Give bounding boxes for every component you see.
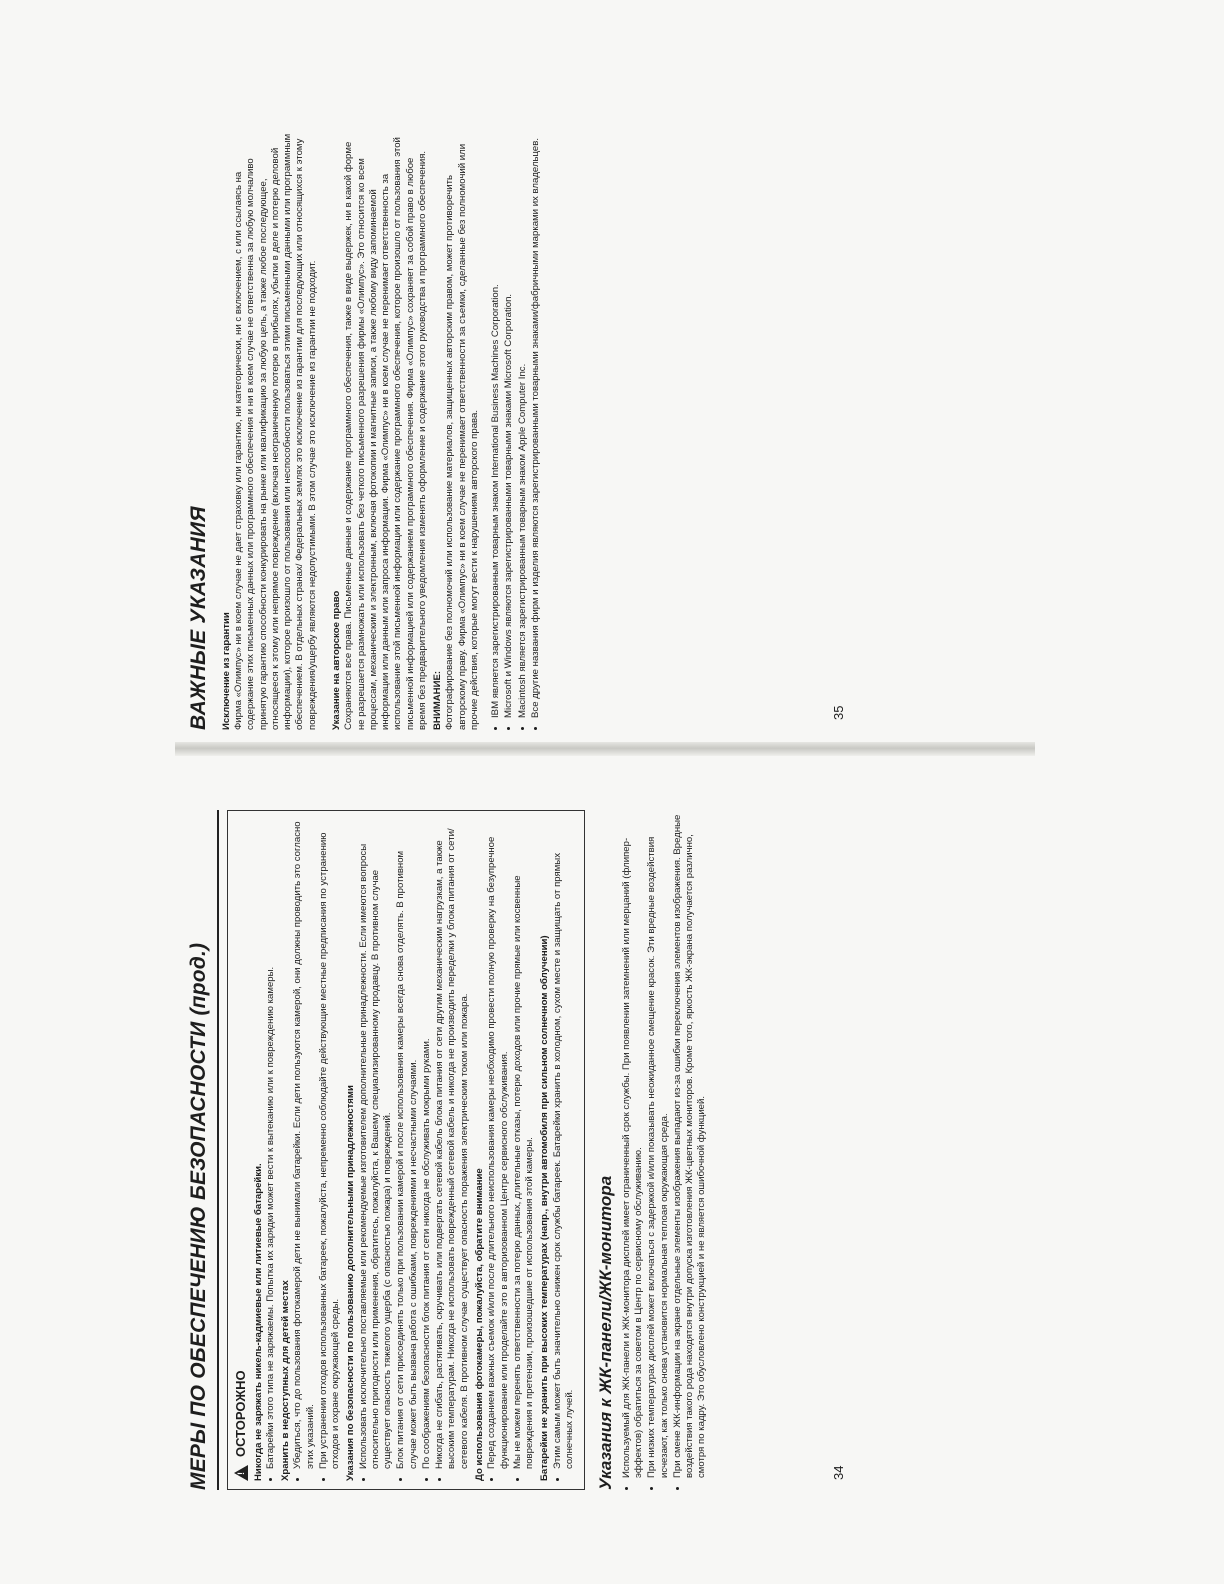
list-item: • Мы не можем перенять ответственности за потерю данных, длительные отказы, потерю доходов или прочие прямые или косвенные повреждения и претензии, произошедшие от использования этой камеры. <box>512 819 537 1469</box>
caution-heading <box>233 819 250 1481</box>
bullet-list <box>486 819 536 1481</box>
list-item: • При устранении отходов использованных батареек, пожалуйста, непременно соблюдайте действующие местные предписания по устранению отходов и охране окружающей среды. <box>318 819 343 1469</box>
bullet-list <box>358 819 471 1481</box>
warranty-heading: Исключение из гарантии <box>220 612 232 730</box>
subheading: До использования фотокамеры, пожалуйста, обратите внимание <box>474 1168 486 1481</box>
list-item: • IBM является зарегистрированным товарным знаком International Business Machines Corporation. <box>490 130 502 718</box>
bullet-list <box>621 810 709 1490</box>
subheading: Хранить в недоступных для детей местах <box>280 1280 292 1481</box>
page-title: ВАЖНЫЕ УКАЗАНИЯ <box>187 506 210 730</box>
list-item: • Перед созданием важных съемок и/или после длительного неиспользования камеры необходимо провести полную проверку на безупречное функционирование или проделайте это в авторизованном Центре сервисного обслуживания. <box>486 819 511 1469</box>
warranty-text: Фирма «Олимпус» ни в коем случае не дает страховку или гарантию, ни категорически, ни с включением, с или ссылаясь на содержание этих письменных данных или программного обеспечения и ни в коем случае не ответственна за любую молчаливо принятую гарантию способности конкурировать на рынке или квалификацию за любую цель, а также любое последующее, относящееся к этому или непрямое повреждение (включая неограниченную потерю в прибылях, убытки в деле и потерю деловой информации), которое произошло от пользования или неспособности пользоваться этими письменными данными или программным обеспечением. В отдельных странах/ Федеральных землях это исключение из гарантии для последующих или относящихся к этому повреждения/ущербу являются недопустимыми. В этом случае это исключение из гарантии не подходит. <box>233 133 318 730</box>
page-number: 35 <box>831 705 847 720</box>
title-rule <box>217 810 219 1490</box>
list-item: • Microsoft и Windows являются зарегистрированными товарными знаками Microsoft Corporation. <box>503 130 515 718</box>
trademark-list <box>490 130 542 730</box>
copyright-heading: Указание на авторское право <box>331 590 342 730</box>
page-title: МЕРЫ ПО ОБЕСПЕЧЕНИЮ БЕЗОПАСНОСТИ (прод.) <box>187 942 210 1490</box>
page-number: 34 <box>831 1465 847 1480</box>
subheading: Указания по безопасности по пользованию дополнительными принадлежностями <box>345 1085 357 1481</box>
lcd-section-title: Указания к ЖК-панели/ЖК-монитора <box>596 1175 616 1490</box>
list-item: • Используемый для ЖК-панели и ЖК-монитора дисплей имеет ограниченный срок службы. При появлении затемнений или мерцаний (флипер-эффектов) обратиться за советом в Центр по сервисному обслуживанию. <box>621 810 646 1478</box>
attention-heading: ВНИМАНИЕ: <box>432 670 444 730</box>
list-item: • Убедиться, что до пользования фотокамерой дети не вынимали батарейки. Если дети пользуются камерой, они должны проводить это согласно этих указаний. <box>292 819 317 1469</box>
copyright-text: Сохраняются все права. Письменные данные и содержание программного обеспечения, также в виде выдержек, ни в какой форме не разрешается размножать или использовать без четкого письменного разрешения фирмы «Олимпус». Это относится ко всем процессам, механическим и электронным, включая фотокопии и магнитные записи, а также любому виду запоминаемой информации или данным или запроса информации. Фирма «Олимпус» ни в коем случае не перенимает ответственность за использование этой письменной информации или содержание программного обеспечения, которое произошло от пользования этой письменной информацией или содержанием программного обеспечения. Фирма «Олимпус» сохраняет за собой право в любое время без предварительного уведомления изменять оформление и содержание этого руководства и программного обеспечения. <box>343 137 428 730</box>
spread-fold-shadow <box>175 742 1035 756</box>
list-item: • По соображениям безопасности блок питания от сети никогда не обслуживать мокрыми руками. <box>421 819 433 1469</box>
caution-box <box>227 810 585 1490</box>
list-item: • Этим самым может быть значительно снижен срок службы батареек. Батарейки хранить в холодном, сухом месте и защищать от прямых солнечных лучей. <box>552 819 577 1469</box>
subheading: Никогда не заряжать никель-кадмиевые или литиевые батарейки. <box>252 1163 264 1481</box>
bullet-list <box>265 819 277 1481</box>
bullet-list <box>292 819 342 1481</box>
list-item: • Использовать исключительно поставляемые или рекомендуемые изготовителем дополнительные принадлежности. Если имеются вопросы относительно пригодности или применения, обратитесь, пожалуйста, к Вашему специализированному продавцу. В противном случае существует опасность тяжелого ущерба (с опасностью пожара) и повреждений. <box>358 819 395 1469</box>
page-35 <box>180 120 860 740</box>
list-item: • Батарейки этого типа не заряжаемы. Попытка их зарядки может вести к вытеканию или к повреждению камеры. <box>265 819 277 1469</box>
list-item: • Никогда не сгибать, растягивать, скручивать или подвергать сетевой кабель блока питания от сети другим механическим нагрузкам, а также высоким температурам. Никогда не использовать поврежденный сетевой кабель и никогда не производить переделки у блока питания от сети/сетевого кабеля. В противном случае существует опасность поражения электрическим током или пожара. <box>434 819 471 1469</box>
attention-text: Фотографирование без полномочий или использование материалов, защищенных авторским правом, может противоречить авторскому праву. Фирма «Олимпус» ни в коем случае не перенимает ответственности за съемки, сделанные без полномочий или прочие действия, которые могут вести к нарушениям авторского права. <box>444 143 480 730</box>
list-item: • Macintosh является зарегистрированным товарным знаком Apple Computer Inc. <box>517 130 529 718</box>
warning-triangle-icon <box>234 1465 248 1481</box>
page-34 <box>180 800 860 1500</box>
list-item: • Блок питания от сети присоединять только при пользовании камерой и после использования камеры всегда снова отделять. В противном случае может быть вызвана работа с ошибками, повреждениями и несчастными случаями. <box>395 819 420 1469</box>
list-item: • При низких температурах дисплей может включаться с задержкой и/или показывать неожиданное смещение красок. Эти вредные воздействия исчезают, как только снова установится нормальная теплоая окружающая среда. <box>646 810 671 1478</box>
list-item: • При смене ЖК-информации на экране отдельные элементы изображения выпадают из-за ошибки переключения элементов изображения. Вредные воздействия такого рода находятся внутри допуска изготовления ЖК-цветных мониторов. Кроме того, яркость ЖК-экрана получается различно, смотря по кадру. Это обусловлено конструкцией и не является ошибочной функцией. <box>672 810 709 1478</box>
bullet-list <box>552 819 577 1481</box>
list-item: • Все другие названия фирм и изделия являются зарегистрированными товарными знаками/фабричными марками их владельцев. <box>530 130 542 718</box>
subheading: Батарейки не хранить при высоких температурах (напр., внутри автомобиля при сильном солнечном облучении) <box>539 935 551 1481</box>
caution-label: ОСТОРОЖНО <box>232 1370 248 1457</box>
